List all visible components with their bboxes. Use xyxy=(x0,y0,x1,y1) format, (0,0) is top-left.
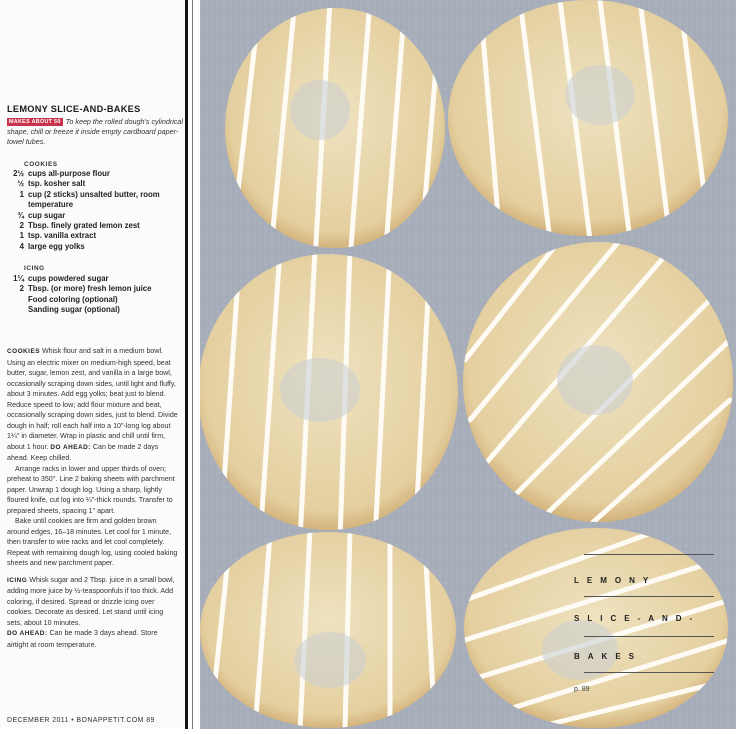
caption-rule xyxy=(584,672,714,673)
ingredient-text: tsp. kosher salt xyxy=(28,179,86,189)
cookies-heading: COOKIES xyxy=(24,161,58,168)
ingredient-text: large egg yolks xyxy=(28,241,85,251)
ingredient-text: Food coloring (optional) xyxy=(28,294,118,304)
ingredient-item xyxy=(6,274,184,284)
ingredient-item xyxy=(6,242,184,252)
ingredient-quantity xyxy=(6,295,28,305)
ingredient-item xyxy=(6,179,184,189)
ingredient-quantity: 4 xyxy=(19,241,24,251)
ingredient-text: Tbsp. (or more) fresh lemon juice xyxy=(28,284,152,294)
ingredient-quantity: 1 xyxy=(19,189,24,199)
ingredient-quantity: 2 xyxy=(19,284,24,294)
cookies-step-label: COOKIES xyxy=(7,348,40,355)
recipe-page xyxy=(0,0,185,729)
ingredient-item xyxy=(6,211,184,221)
ingredient-item xyxy=(6,295,184,305)
icing-ingredient-list xyxy=(6,274,184,316)
do-ahead-text: Can be made 3 days ahead. Store airtight at room temperature. xyxy=(7,629,158,649)
page-gutter-rule xyxy=(192,0,193,729)
ingredient-text: cup sugar xyxy=(28,210,66,220)
ingredient-item xyxy=(6,190,184,211)
ingredient-text: cups all-purpose flour xyxy=(28,169,110,178)
method-paragraph xyxy=(7,346,180,464)
method-text xyxy=(7,346,180,650)
ingredient-text: Tbsp. finely grated lemon zest xyxy=(28,221,140,231)
ingredient-item xyxy=(6,169,184,179)
recipe-title: LEMONY SLICE-AND-BAKES xyxy=(7,104,141,114)
recipe-intro xyxy=(7,117,183,147)
do-ahead-text: Can be made 2 days ahead. Keep chilled. xyxy=(7,442,159,462)
do-ahead-label: DO AHEAD: xyxy=(50,443,91,451)
photo-caption xyxy=(574,554,714,704)
ingredient-quantity: 2½ xyxy=(13,169,24,178)
icing-heading: ICING xyxy=(24,265,45,272)
ingredient-item xyxy=(6,284,184,294)
ingredient-quantity xyxy=(6,305,28,315)
icing-step-label: ICING xyxy=(7,576,28,584)
ingredient-item xyxy=(6,231,184,241)
cookie-photo xyxy=(200,0,736,729)
method-paragraph: Arrange racks in lower and upper thirds of oven; preheat to 350°. Line 2 baking sheets with parchment paper. Unwrap 1 dough log. Using a sharp, lightly floured knife, cut log into ¼"-thick rounds. Transfer to prepared sheets, spacing 1" apart. xyxy=(7,464,175,515)
ingredient-quantity: ¾ xyxy=(17,210,24,220)
ingredient-quantity: ½ xyxy=(17,179,24,189)
caption-rule xyxy=(584,636,714,637)
ingredient-text: cup (2 sticks) unsalted butter, room temperature xyxy=(28,189,160,210)
caption-line: BAKES xyxy=(574,652,643,661)
ingredient-quantity: 1¼ xyxy=(13,274,24,283)
method-paragraph: Bake until cookies are firm and golden brown around edges, 16–18 minutes. Let cool for 1 minute, then transfer to wire racks and let cool completely. Repeat with remaining dough log, using cooled baking sheets and new parchment paper. xyxy=(7,517,178,567)
do-ahead-label: DO AHEAD: xyxy=(7,630,48,637)
ingredient-text: tsp. vanilla extract xyxy=(28,231,97,241)
yield-badge: MAKES ABOUT 50 xyxy=(9,119,61,125)
method-paragraph xyxy=(7,575,180,629)
icing-step-text: Whisk sugar and 2 Tbsp. juice in a small bowl, adding more juice by ½-teaspoonfuls if too thick. Add coloring, if desired. Spread or drizzle icing over cookies. Decorate as desired. Let stand until icing sets, about 10 minutes. xyxy=(7,575,175,627)
caption-line: SLICE-AND- xyxy=(574,614,701,623)
cookies-step-text: Whisk flour and salt in a medium bowl. Using an electric mixer on medium-high speed, beat butter, sugar, lemon zest, and vanilla in a large bowl, occasionally scraping down sides, until light and fluffy, about 3 minutes. Add egg yolks; beat just to blend. Reduce speed to low; add flour mixture and beat, occasionally scraping down sides, just to blend. Divide dough in half; roll each half into a 10"-long log about 1¼" in diameter. Wrap in plastic and chill until firm, about 1 hour. xyxy=(7,347,178,451)
page-footer: DECEMBER 2011 • BONAPPETIT.COM 89 xyxy=(7,717,155,724)
ingredient-quantity: 1 xyxy=(19,231,24,241)
cookies-ingredient-list xyxy=(6,169,184,252)
ingredient-text: Sanding sugar (optional) xyxy=(28,305,120,315)
caption-line: LEMONY xyxy=(574,576,657,585)
method-paragraph xyxy=(7,628,180,650)
caption-rule xyxy=(584,596,714,597)
ingredient-quantity: 2 xyxy=(19,221,24,231)
ingredient-item xyxy=(6,221,184,231)
page-gutter xyxy=(185,0,188,729)
ingredient-text: cups powdered sugar xyxy=(28,274,109,283)
intro-text: To keep the rolled dough's cylindrical shape, chill or freeze it inside empty cardboard paper-towel tubes. xyxy=(7,117,183,146)
ingredient-item xyxy=(6,305,184,315)
caption-rule xyxy=(584,554,714,555)
caption-page-ref: p. 89 xyxy=(574,686,590,693)
